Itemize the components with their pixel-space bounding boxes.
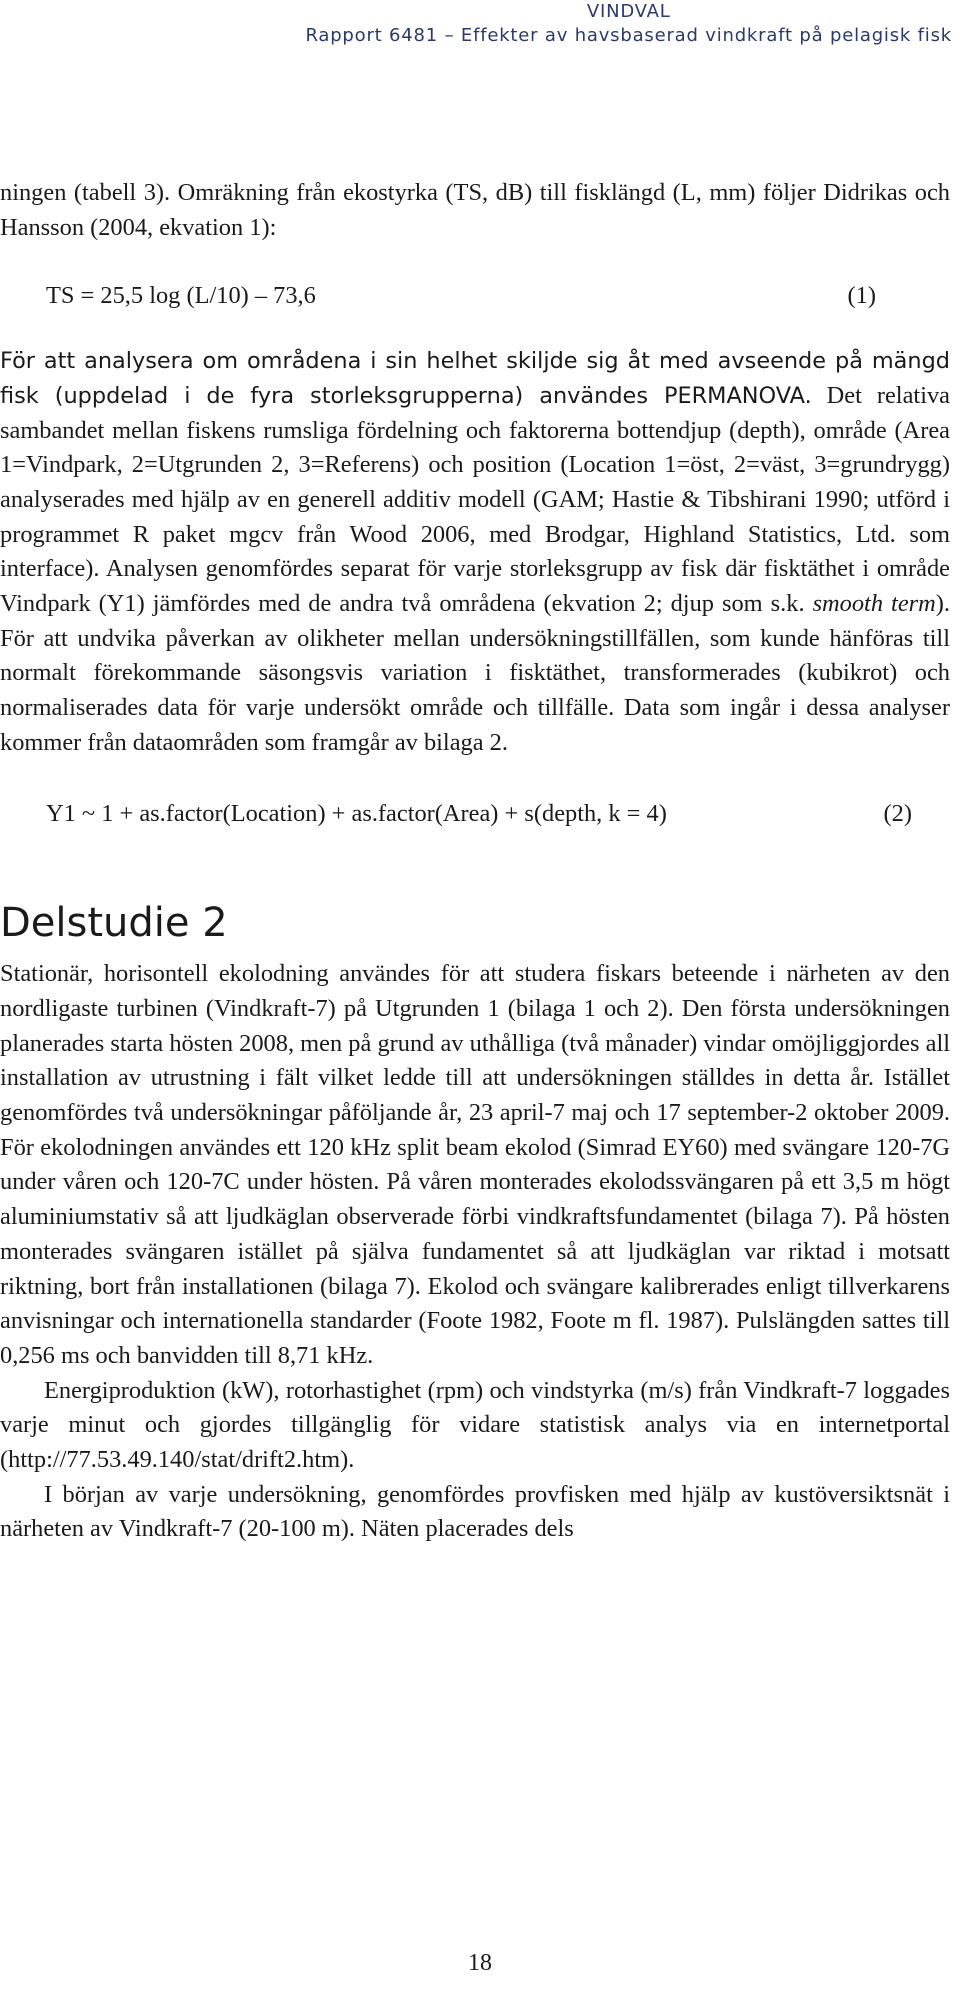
section-heading: Delstudie 2: [0, 900, 228, 947]
equation-1-number: (1): [847, 282, 876, 310]
paragraph-ts-conversion: ningen (tabell 3). Omräkning från ekostyrka (TS, dB) till fisklängd (L, mm) följer Didrikas och Hansson (2004, ekvation 1):: [0, 179, 950, 241]
running-header: [305, 0, 952, 48]
permanova-sentence: För att analysera om områdena i sin helhet skiljde sig åt med avseende på mängd fisk (uppdelad i de fyra storleksgrupperna) användes PERMANOVA.: [0, 348, 950, 409]
normalisation-text: ). För att undvika påverkan av olikheter mellan undersökningstillfällen, som kunde hänföras till normalt förekommande säsongsvis variation i fisktäthet, transformerades (kubikrot) och normaliserades data för varje undersökt område och tillfälle. Data som ingår i dessa analyser kommer från dataområden som framgår av bilaga 2.: [0, 590, 950, 756]
series-title: VINDVAL: [586, 1, 671, 22]
paragraph-energy-production: Energiproduktion (kW), rotorhastighet (rpm) och vindstyrka (m/s) från Vindkraft-7 loggades varje minut och gjordes tillgänglig för vidare statistisk analys via en internetportal (http://77.53.49.140/stat/drift2.htm).: [0, 1376, 950, 1474]
equation-2-number: (2): [883, 799, 912, 827]
equation-2-expression: Y1 ~ 1 + as.factor(Location) + as.factor(Area) + s(depth, k = 4): [46, 799, 667, 827]
page-body: [0, 176, 950, 1547]
smooth-term-italic: smooth term: [812, 590, 936, 618]
gam-text: Det relativa sambandet mellan fiskens rumsliga fördelning och faktorerna bottendjup (depth), område (Area 1=Vindpark, 2=Utgrunden 2, 3=Referens) och position (Location 1=öst, 2=väst, 3=grundrygg) analyserades med hjälp av en generell additiv modell (GAM; Hastie & Tibshirani 1990; utförd i programmet R paket mgcv från Wood 2006, med Brodgar, Highland Statistics, Ltd. som interface). Analysen genomfördes separat för varje storleksgrupp av fisk där fisktäthet i område Vindpark (Y1) jämfördes med de andra två områdena (ekvation 2; djup som s.k.: [0, 381, 950, 618]
report-title: Rapport 6481 – Effekter av havsbaserad vindkraft på pelagisk fisk: [305, 25, 952, 46]
equation-2: [0, 797, 950, 832]
paragraph-echo-sounding: Stationär, horisontell ekolodning användes för att studera fiskars beteende i närheten av den nordligaste turbinen (Vindkraft-7) på Utgrunden 1 (bilaga 1 och 2). Den första undersökningen planerades starta hösten 2008, men på grund av uthålliga (två månader) vindar omöjliggjordes all installation av utrustning i fält vilket ledde till att undersökningen ställdes in detta år. Istället genomfördes två undersökningar påföljande år, 23 april-7 maj och 17 september-2 oktober 2009. För ekolodningen användes ett 120 kHz split beam ekolod (Simrad EY60) med svängare 120-7G under våren och 120-7C under hösten. På våren monterades ekolodssvängaren på ett 3,5 m högt aluminiumstativ så att ljudkäglan observerade förbi vindkraftsfundamentet (bilaga 7). På hösten monterades svängaren istället på själva fundamentet så att ljudkäglan var riktad i motsatt riktning, bort från installationen (bilaga 7). Ekolod och svängare kalibrerades enligt tillverkarens anvisningar och internationella standarder (Foote 1982, Foote m fl. 1987). Pulslängden sattes till 0,256 ms och banvidden till 8,71 kHz.: [0, 960, 950, 1369]
equation-1: [0, 279, 950, 314]
paragraph-test-fishing: I början av varje undersökning, genomfördes provfisken med hjälp av kustöversiktsnät i närheten av Vindkraft-7 (20-100 m). Näten placerades dels: [0, 1480, 950, 1543]
paragraph-analysis-method: [0, 344, 950, 760]
page-number: 18: [468, 1950, 492, 1976]
equation-1-expression: TS = 25,5 log (L/10) – 73,6: [46, 282, 316, 310]
